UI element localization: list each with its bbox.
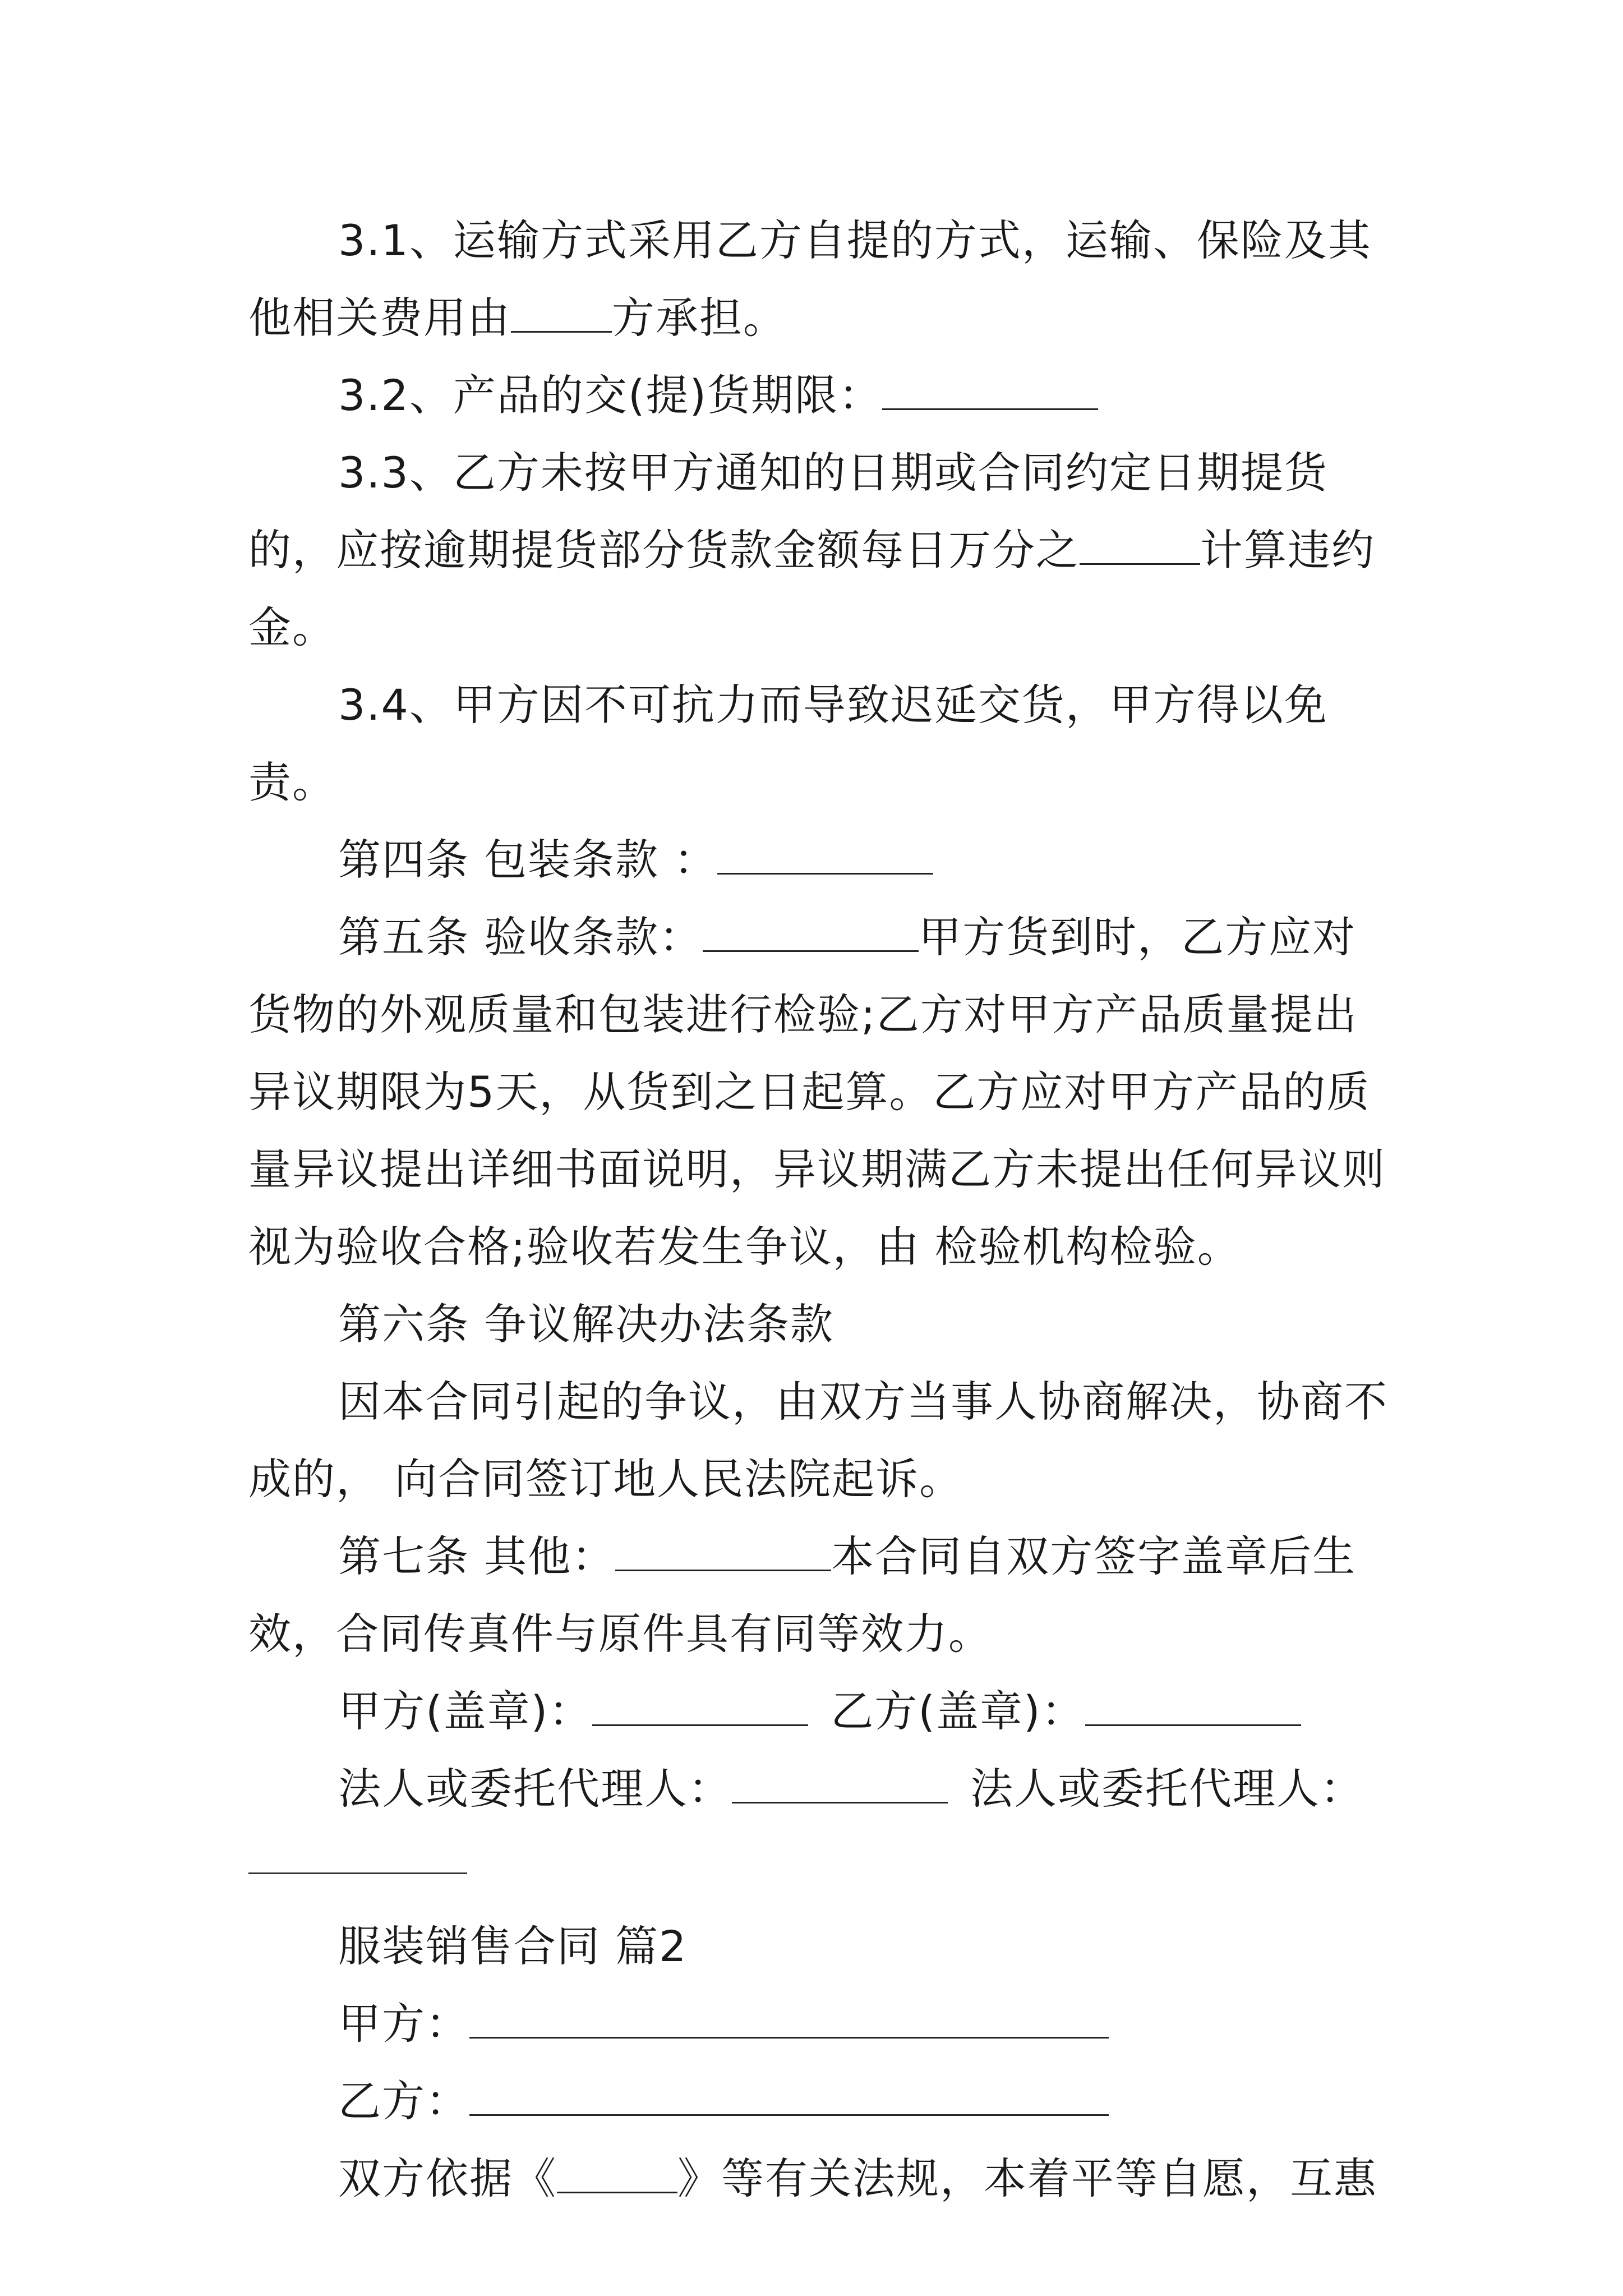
clause-3-1-text-end: 方承担。: [612, 293, 787, 343]
blank-field: [511, 293, 612, 333]
article-6-body: [248, 1363, 1393, 1518]
party-b-line: [248, 2063, 1393, 2140]
clause-3-4: [248, 666, 1393, 821]
blank-field: [703, 912, 919, 952]
blank-field: [469, 1999, 1109, 2039]
party-a-agent-label: 法人或委托代理人：: [338, 1764, 732, 1814]
party-a-line: [248, 1985, 1393, 2063]
clause-3-4-text: 3.4、甲方因不可抗力而导致迟延交货，甲方得以免责。: [248, 680, 1328, 807]
blank-field: [732, 1764, 948, 1803]
party-b-agent-label: 法人或委托代理人：: [970, 1764, 1364, 1814]
blank-field: [469, 2076, 1109, 2116]
article-6: [248, 1286, 1393, 1363]
blank-field: [615, 1531, 831, 1571]
clause-3-2: [248, 357, 1393, 434]
party-b-label: 乙方：: [338, 2076, 469, 2126]
agent-blank-continuation: [248, 1872, 467, 1874]
article-4: [248, 821, 1393, 899]
basis-text: 双方依据《: [338, 2154, 557, 2203]
section-title: [248, 1908, 1393, 1985]
blank-field: [1085, 1686, 1301, 1726]
signature-line: [248, 1673, 1393, 1750]
basis-line: [248, 2140, 1393, 2217]
clause-3-1-text: 3.1、运输方式采用乙方自提的方式，运输、保险及其他相关费用由: [248, 215, 1372, 343]
clause-3-2-text: 3.2、产品的交(提)货期限：: [338, 370, 883, 420]
basis-text-end: 》等有关法规，本着平等自愿，互惠: [677, 2154, 1377, 2203]
blank-field: [882, 370, 1098, 410]
article-4-text: 第四条 包装条款 ：: [338, 835, 718, 885]
article-6-heading: 第六条 争议解决办法条款: [338, 1299, 834, 1349]
blank-field: [717, 835, 933, 875]
article-7: [248, 1518, 1393, 1673]
clause-3-3-text-end: 计算违约金。: [248, 525, 1375, 652]
contract-title: 服装销售合同 篇2: [338, 1921, 688, 1971]
article-5: [248, 899, 1393, 1286]
contract-body: [248, 202, 1393, 2217]
article-5-text: 甲方货到时，乙方应对货物的外观质量和包装进行检验;乙方对甲方产品质量提出异议期限为5天，从货到之日起算。乙方应对甲方产品的质量异议提出详细书面说明，异议期满乙方未提出任何异议则视为验收合格;验收若发生争议，由 检验机构检验。: [248, 912, 1386, 1272]
blank-field: [592, 1686, 808, 1726]
party-a-label: 甲方：: [338, 1999, 469, 2049]
agent-line: [248, 1750, 1393, 1828]
blank-field: [557, 2154, 677, 2193]
article-6-text: 因本合同引起的争议，由双方当事人协商解决，协商不成的， 向合同签订地人民法院起诉。: [248, 1377, 1388, 1504]
clause-3-3: [248, 434, 1393, 666]
article-7-heading: 第七条 其他：: [338, 1531, 616, 1581]
blank-field: [1080, 525, 1200, 565]
article-7-text: 本合同自双方签字盖章后生效，合同传真件与原件具有同等效力。: [248, 1531, 1357, 1659]
clause-3-1: [248, 202, 1393, 357]
party-b-seal-label: 乙方(盖章)：: [831, 1686, 1085, 1736]
party-a-seal-label: 甲方(盖章)：: [338, 1686, 593, 1736]
article-5-heading: 第五条 验收条款：: [338, 912, 703, 962]
clause-3-3-text: 3.3、乙方未按甲方通知的日期或合同约定日期提货的，应按逾期提货部分货款金额每日万分之: [248, 448, 1328, 575]
